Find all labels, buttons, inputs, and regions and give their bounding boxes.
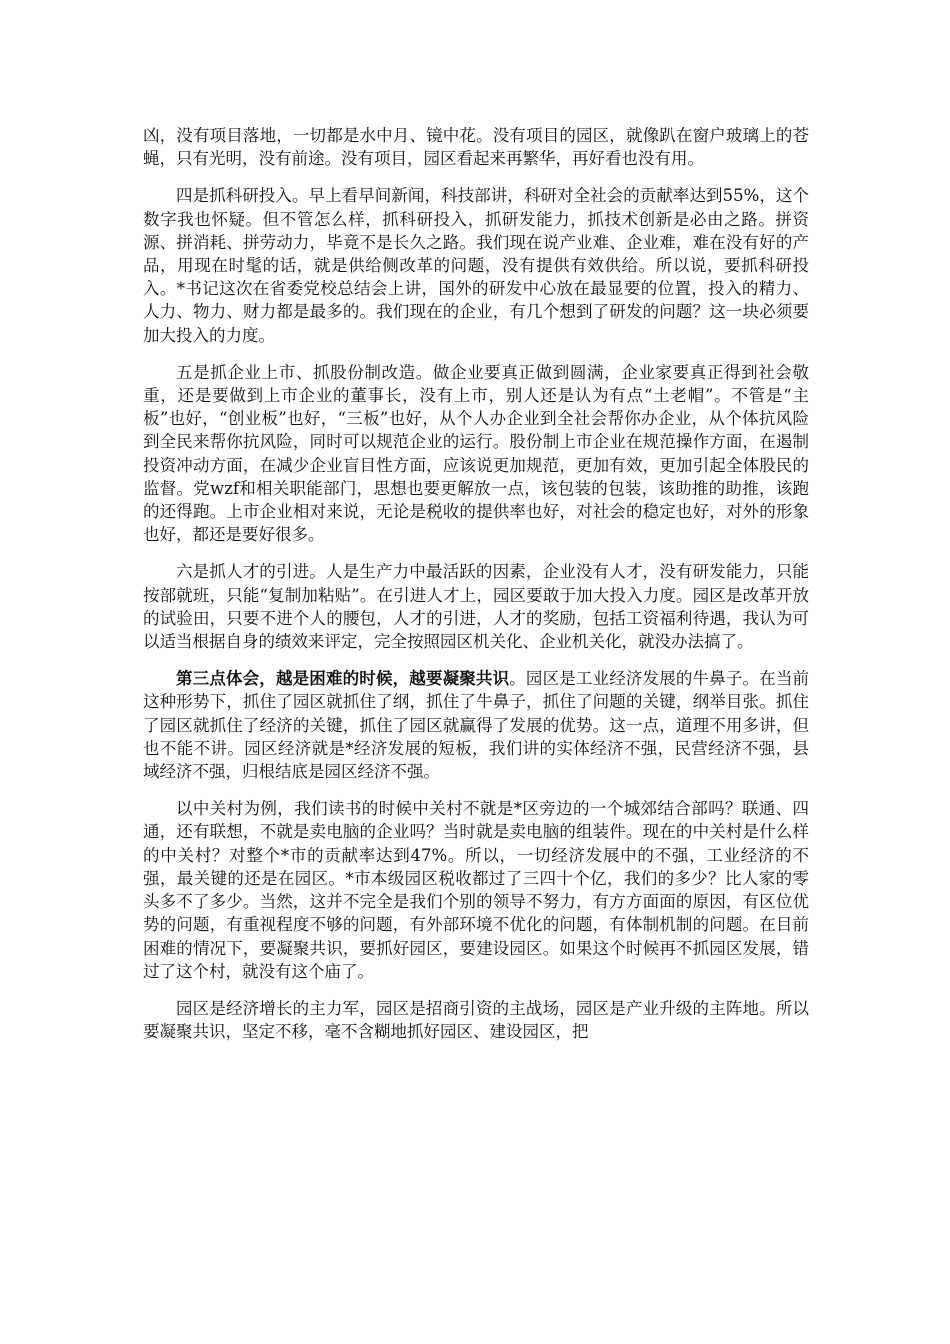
paragraph-third-insight xyxy=(143,667,809,783)
paragraph-zhongguancun-example: 以中关村为例，我们读书的时候中关村不就是*区旁边的一个城郊结合部吗？联通、四通，还有联想，不就是卖电脑的企业吗？当时就是卖电脑的组装件。现在的中关村是什么样的中关村？对整个*市的贡献率达到47%。所以，一切经济发展中的不强，工业经济的不强，最关键的还是在园区。*市本级园区税收都过了三四十个亿，我们的多少？比人家的零头多不了多少。当然，这并不完全是我们个别的领导不努力，有方方面面的原因，有区位优势的问题，有重视程度不够的问题，有外部环境不优化的问题，有体制机制的问题。在目前困难的情况下，要凝聚共识，要抓好园区，要建设园区。如果这个时候再不抓园区发展，错过了这个村，就没有这个庙了。 xyxy=(143,799,809,981)
paragraph-enterprise-listing: 五是抓企业上市、抓股份制改造。做企业要真正做到圆满，企业家要真正得到社会敬重，还是要做到上市企业的董事长，没有上市，别人还是认为有点“土老帽”。不管是“主板”也好，“创业板”也好，“三板”也好，从个人办企业到全社会帮你办企业，从个体抗风险到全民来帮你抗风险，同时可以规范企业的运行。股份制上市企业在规范操作方面，在遏制投资冲动方面，在减少企业盲目性方面，应该说更加规范，更加有效，更加引起全体股民的监督。党wzf和相关职能部门，思想也要更解放一点，该包装的包装，该助推的助推，该跑的还得跑。上市企业相对来说，无论是税收的提供率也好，对社会的稳定也好，对外的形象也好，都还是要好很多。 xyxy=(143,362,809,545)
third-insight-heading: 第三点体会，越是困难的时候，越要凝聚共识 xyxy=(176,669,510,689)
document-body xyxy=(143,124,809,1057)
paragraph-talent-introduction: 六是抓人才的引进。人是生产力中最活跃的因素，企业没有人才，没有研发能力，只能按部就班，只能“复制加粘贴”。在引进人才上，园区要敢于加大投入力度。园区是改革开放的试验田，只要不进个人的腰包，人才的引进，人才的奖励，包括工资福利待遇，我认为可以适当根据自身的绩效来评定，完全按照园区机关化、企业机关化，就没办法搞了。 xyxy=(143,562,809,652)
third-insight-text: 。园区是工业经济发展的牛鼻子。在当前这种形势下，抓住了园区就抓住了纲，抓住了牛鼻子，抓住了问题的关键，纲举目张。抓住了园区就抓住了经济的关键，抓住了园区就赢得了发展的优势。这一点，道理不用多讲，但也不能不讲。园区经济就是*经济发展的短板，我们讲的实体经济不强，民营经济不强，县域经济不强，归根结底是园区经济不强。 xyxy=(143,669,810,782)
paragraph-park-role: 园区是经济增长的主力军，园区是招商引资的主战场，园区是产业升级的主阵地。所以要凝聚共识，坚定不移，毫不含糊地抓好园区、建设园区，把 xyxy=(143,998,809,1042)
paragraph-research-investment: 四是抓科研投入。早上看早间新闻，科技部讲，科研对全社会的贡献率达到55%，这个数字我也怀疑。但不管怎么样，抓科研投入，抓研发能力，抓技术创新是必由之路。拼资源、拼消耗、拼劳动力，毕竟不是长久之路。我们现在说产业难、企业难，难在没有好的产品，用现在时髦的话，就是供给侧改革的问题，没有提供有效供给。所以说，要抓科研投入。*书记这次在省委党校总结会上讲，国外的研发中心放在最显要的位置，投入的精力、人力、物力、财力都是最多的。我们现在的企业，有几个想到了研发的问题？这一块必须要加大投入的力度。 xyxy=(143,186,809,345)
paragraph-continuation: 凶，没有项目落地，一切都是水中月、镜中花。没有项目的园区，就像趴在窗户玻璃上的苍蝇，只有光明，没有前途。没有项目，园区看起来再繁华，再好看也没有用。 xyxy=(143,126,809,169)
